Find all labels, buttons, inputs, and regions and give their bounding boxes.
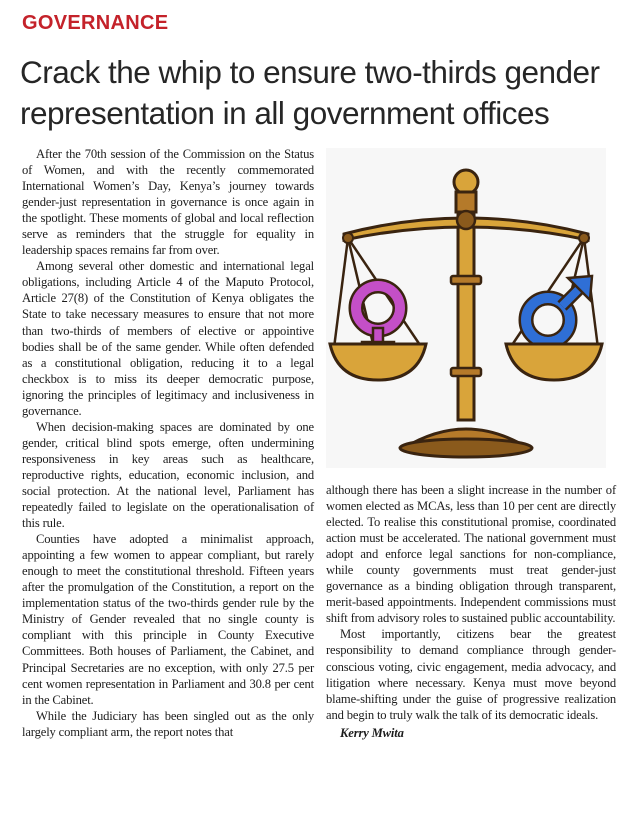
section-label: GOVERNANCE — [22, 12, 169, 34]
paragraph: Among several other domestic and international legal obligations, including Article 4 of the Maputo Protocol, Article 27(8) of the Constitution of Kenya obligates the State to take necessary measures to ensure that not more than two-thirds of members of elective or appointive bodies shall be of the same gender. While often defended as a constitutional obligation, reducing it to a legal checkbox is to miss its deeper democratic purpose, ignoring the principles of legitimacy and inclusiveness in governance. — [22, 259, 314, 418]
balance-scale-icon — [326, 148, 606, 468]
article-column-left — [22, 146, 314, 740]
paragraph: Most importantly, citizens bear the greatest responsibility to demand compliance through gender-conscious voting, civic engagement, media advocacy, and litigation where necessary. Kenya must move beyond blame-shifting under the guise of progressive realization and begin to truly walk the talk of its democratic ideals. — [326, 627, 616, 722]
author-byline: Kerry Mwita — [340, 725, 404, 740]
paragraph: although there has been a slight increase in the number of women elected as MCAs, less than 10 per cent are directly elected. To realise this constitutional promise, coordinated action must be accelerated. The national government must adopt and enforce legal sanctions for non-compliance, while county governments must treat gender-just governance as a binding obligation through transparent, merit-based appointments. Independent commissions must shift from advisory roles to sustained public accountability. — [326, 483, 616, 626]
paragraph: After the 70th session of the Commission on the Status of Women, and with the recently commemorated International Women’s Day, Kenya’s journey towards gender-just representation in governance is once again in the spotlight. These moments of global and local reflection serve as reminders that the struggle for equality in leadership spaces remains far from over. — [22, 147, 314, 258]
article-column-right — [326, 482, 616, 741]
headline: Crack the whip to ensure two-thirds gender representation in all government offices — [20, 54, 600, 131]
paragraph: While the Judiciary has been singled out as the only largely compliant arm, the report notes that — [22, 708, 314, 739]
paragraph: When decision-making spaces are dominated by one gender, critical blind spots emerge, often undermining responsiveness in key areas such as healthcare, reproductive rights, education, economic inclusion, and social protection. At the national level, Parliament has repeatedly failed to legislate on the operationalisation of this rule. — [22, 419, 314, 531]
paragraph: Counties have adopted a minimalist approach, appointing a few women to appear compliant, but rarely enough to meet the constitutional threshold. Fifteen years after the promulgation of the Constitution, a report on the implementation status of the two-thirds gender rule by the Ministry of Gender revealed that no single county is compliant with this principle in County Executive Committees. Both houses of Parliament, the Cabinet, and Principal Secretaries are no exception, with only 27.5 per cent women representation in Parliament and 30.8 per cent in the Cabinet. — [22, 532, 314, 707]
scale-illustration — [326, 148, 606, 468]
